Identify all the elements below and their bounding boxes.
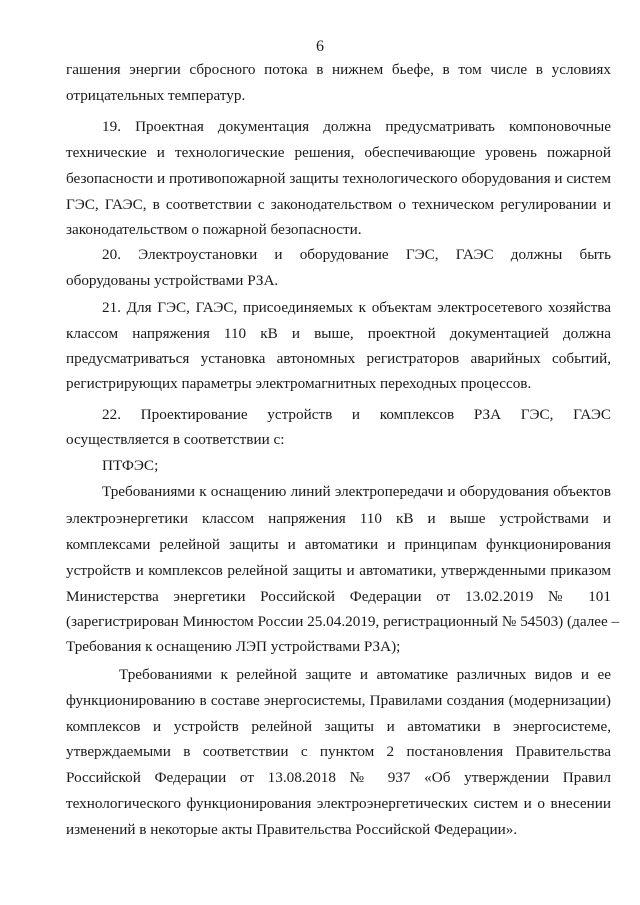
text-line: комплексами релейной защиты и автоматики и принципам функционирования bbox=[66, 536, 611, 553]
text-line: законодательством о пожарной безопасности. bbox=[66, 221, 362, 238]
text-line: гашения энергии сбросного потока в нижнем бьефе, в том числе в условиях bbox=[66, 61, 611, 78]
text-line: осуществляется в соответствии с: bbox=[66, 431, 285, 448]
text-line: функционированию в составе энергосистемы, Правилами создания (модернизации) bbox=[66, 692, 611, 709]
text-line: (зарегистрирован Минюстом России 25.04.2019, регистрационный № 54503) (далее – bbox=[66, 613, 620, 630]
text-line: электроэнергетики классом напряжения 110 кВ и выше устройствами и bbox=[66, 510, 611, 527]
text-line: 21. Для ГЭС, ГАЭС, присоединяемых к объектам электросетевого хозяйства bbox=[102, 299, 611, 316]
text-line: ПТФЭС; bbox=[102, 457, 159, 474]
text-line: Требованиями к оснащению линий электропередачи и оборудования объектов bbox=[102, 483, 611, 500]
text-line: ГЭС, ГАЭС, в соответствии с законодательством о техническом регулировании и bbox=[66, 196, 611, 213]
text-line: устройств и комплексов релейной защиты и автоматики, утвержденными приказом bbox=[66, 562, 611, 579]
text-line: Министерства энергетики Российской Федерации от 13.02.2019 № 101 bbox=[66, 588, 611, 605]
text-line: классом напряжения 110 кВ и выше, проектной документацией должна bbox=[66, 325, 611, 342]
text-line: утверждаемыми в соответствии с пунктом 2 постановления Правительства bbox=[66, 743, 611, 760]
text-line: изменений в некоторые акты Правительства Российской Федерации». bbox=[66, 821, 518, 838]
text-line: комплексов и устройств релейной защиты и автоматики в энергосистеме, bbox=[66, 718, 611, 735]
text-line: Требования к оснащению ЛЭП устройствами РЗА); bbox=[66, 638, 401, 655]
text-line: Российской Федерации от 13.08.2018 № 937 «Об утверждении Правил bbox=[66, 769, 611, 786]
text-line: Требованиями к релейной защите и автоматике различных видов и ее bbox=[119, 666, 611, 683]
text-line: оборудованы устройствами РЗА. bbox=[66, 272, 279, 289]
page-number: 6 bbox=[316, 38, 324, 55]
text-line: технологического функционирования электроэнергетических систем и о внесении bbox=[66, 795, 611, 812]
text-line: 19. Проектная документация должна предусматривать компоновочные bbox=[102, 118, 611, 135]
text-line: 22. Проектирование устройств и комплексов РЗА ГЭС, ГАЭС bbox=[102, 406, 611, 423]
text-line: безопасности и противопожарной защиты технологического оборудования и систем bbox=[66, 170, 611, 187]
text-line: технические и технологические решения, обеспечивающие уровень пожарной bbox=[66, 144, 611, 161]
text-line: 20. Электроустановки и оборудование ГЭС, ГАЭС должны быть bbox=[102, 246, 611, 263]
text-line: регистрирующих параметры электромагнитных переходных процессов. bbox=[66, 375, 532, 392]
text-line: отрицательных температур. bbox=[66, 87, 246, 104]
text-line: предусматриваться установка автономных регистраторов аварийных событий, bbox=[66, 350, 611, 367]
